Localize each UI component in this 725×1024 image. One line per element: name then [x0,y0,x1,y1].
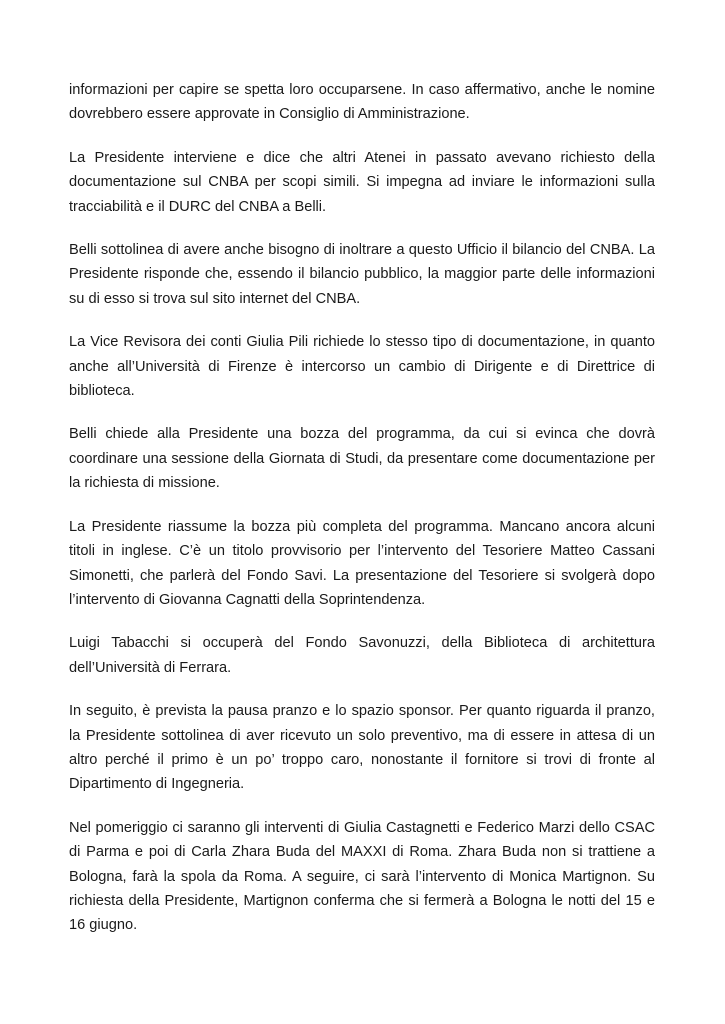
document-body [69,78,655,957]
paragraph-6: La Presidente riassume la bozza più completa del programma. Mancano ancora alcuni titoli in inglese. C’è un titolo provvisorio per l’intervento del Tesoriere Matteo Cassani Simonetti, che parlerà del Fondo Savi. La presentazione del Tesoriere si svolgerà dopo l’intervento di Giovanna Cagnatti della Soprintendenza. [69,518,655,608]
paragraph-9: Nel pomeriggio ci saranno gli interventi di Giulia Castagnetti e Federico Marzi dello CSAC di Parma e poi di Carla Zhara Buda del MAXXI di Roma. Zhara Buda non si trattiene a Bologna, farà la spola da Roma. A seguire, ci sarà l’intervento di Monica Martignon. Su richiesta della Presidente, Martignon conferma che si fermerà a Bologna le notti del 15 e 16 giugno. [69,819,655,934]
paragraph-5: Belli chiede alla Presidente una bozza del programma, da cui si evinca che dovrà coordinare una sessione della Giornata di Studi, da presentare come documentazione per la richiesta di missione. [69,426,655,492]
paragraph-2: La Presidente interviene e dice che altri Atenei in passato avevano richiesto della documentazione sul CNBA per scopi simili. Si impegna ad inviare le informazioni sulla tracciabilità e il DURC del CNBA a Belli. [69,149,655,215]
paragraph-4: La Vice Revisora dei conti Giulia Pili richiede lo stesso tipo di documentazione, in quanto anche all’Università di Firenze è intercorso un cambio di Dirigente e di Direttrice di biblioteca. [69,334,655,400]
paragraph-1: informazioni per capire se spetta loro occuparsene. In caso affermativo, anche le nomine dovrebbero essere approvate in Consiglio di Amministrazione. [69,82,655,123]
paragraph-3: Belli sottolinea di avere anche bisogno di inoltrare a questo Ufficio il bilancio del CNBA. La Presidente risponde che, essendo il bilancio pubblico, la maggior parte delle informazioni su di esso si trova sul sito internet del CNBA. [69,242,655,307]
paragraph-8: In seguito, è prevista la pausa pranzo e lo spazio sponsor. Per quanto riguarda il pranzo, la Presidente sottolinea di aver ricevuto un solo preventivo, ma di essere in attesa di un altro perché il primo è un po’ troppo caro, nonostante il fornitore si trovi di fronte al Dipartimento di Ingegneria. [69,703,655,793]
paragraph-7: Luigi Tabacchi si occuperà del Fondo Savonuzzi, della Biblioteca di architettura dell’Università di Ferrara. [69,635,655,676]
